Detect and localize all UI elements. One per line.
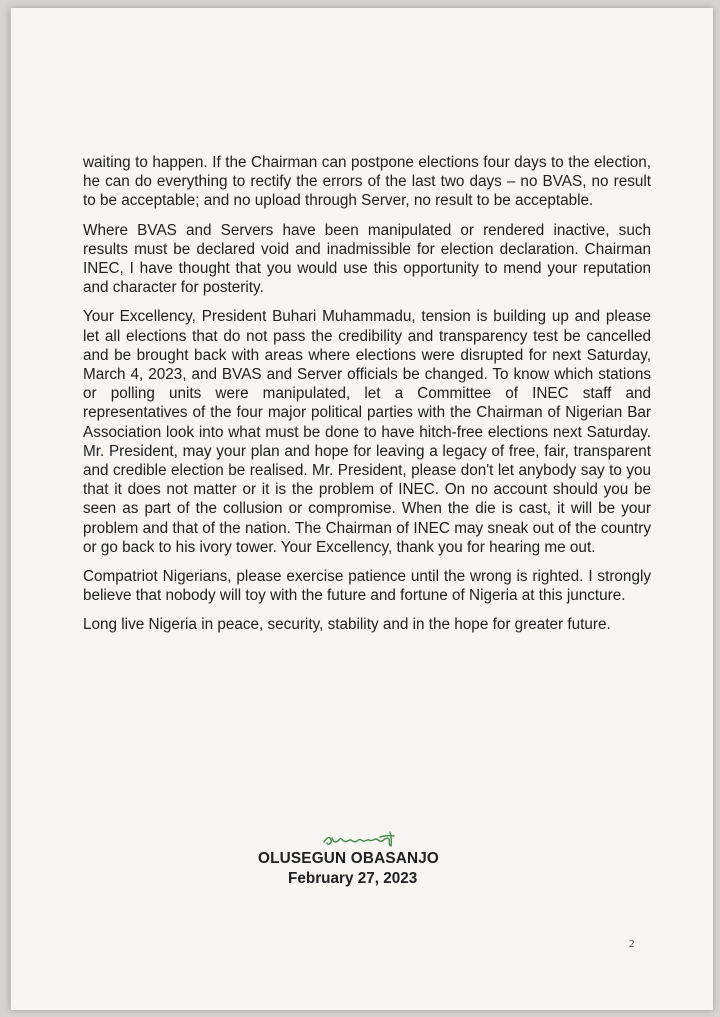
paragraph-5: Long live Nigeria in peace, security, stability and in the hope for greater future. xyxy=(83,616,611,634)
letter-page xyxy=(10,8,713,1010)
paragraph-2: Where BVAS and Servers have been manipulated or rendered inactive, such results must be declared void and inadmissible for election declaration. Chairman INEC, I have thought that you would use this opportunity to mend your reputation and character for posterity. xyxy=(83,221,651,297)
letter-body xyxy=(83,153,651,645)
signer-name: OLUSEGUN OBASANJO xyxy=(258,850,440,867)
signature-date: February 27, 2023 xyxy=(288,870,418,887)
paragraph-1: waiting to happen. If the Chairman can postpone elections four days to the election, he can do everything to rectify the errors of the last two days – no BVAS, no result to be acceptable; and no upload through Server, no result to be acceptable. xyxy=(83,154,651,210)
paragraph-4: Compatriot Nigerians, please exercise patience until the wrong is righted. I strongly believe that nobody will toy with the future and fortune of Nigeria at this juncture. xyxy=(83,568,651,605)
page-number: 2 xyxy=(629,938,635,950)
paragraph-3: Your Excellency, President Buhari Muhammadu, tension is building up and please let all elections that do not pass the credibility and transparency test be cancelled and be brought back with areas where elections were disrupted for next Saturday, March 4, 2023, and BVAS and Server officials be changed. To know which stations or polling units were manipulated, let a Committee of INEC staff and representatives of the four major political parties with the Chairman of Nigerian Bar Association look into what must be done to have hitch-free elections next Saturday. Mr. President, may your plan and hope for leaving a legacy of free, fair, transparent and credible election be realised. Mr. President, please don't let anybody say to you that it does not matter or it is the problem of INEC. On no account should you be seen as part of the collusion or compromise. When the die is cast, it will be your problem and that of the nation. The Chairman of INEC may sneak out of the country or go back to his ivory tower. Your Excellency, thank you for hearing me out. xyxy=(83,308,651,556)
